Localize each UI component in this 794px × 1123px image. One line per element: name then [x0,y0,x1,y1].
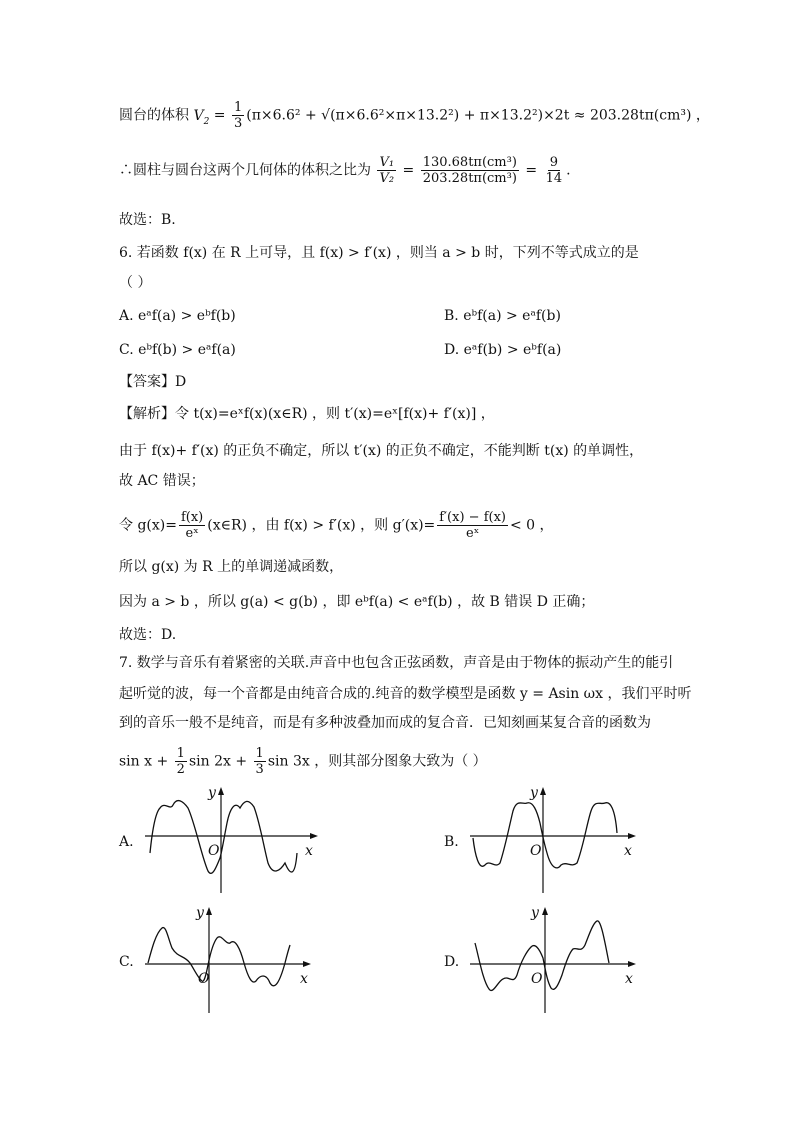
graph-a-x-label: x [305,843,313,859]
answer-5: 故选：B. [119,212,176,228]
half-fraction: $\frac{1}{2}$ [176,746,185,777]
graph-b-y-label: y [530,785,538,801]
simplified-ratio-fraction: $\frac{9}{14}$ [545,155,563,186]
sol4-part-a: 令 g(x)= [119,517,177,534]
g-fraction: $\frac{f(x)}{\text{eˣ}}$ [180,510,204,541]
graph-a-y-label: y [208,785,216,801]
ratio-prefix: ∴圆柱与圆台这两个几何体的体积之比为 [119,162,371,179]
q6-solution-2: 由于 f(x)+ f′(x) 的正负不确定，所以 t′(x) 的正负不确定，不能判断 t(x) 的单调性， [119,443,644,459]
q6-solution-5: 所以 g(x) 为 R 上的单调递减函数， [119,559,344,575]
graph-c-x-label: x [300,971,308,987]
q7-line-1: 7. 数学与音乐有着紧密的关联.声音中也包含正弦函数，声音是由于物体的振动产生的能引 [119,655,674,671]
sol4-part-c: < 0 ， [509,517,554,534]
frustum-prefix: 圆台的体积 [119,107,189,124]
graph-a [140,783,320,895]
graph-d-y-arrow [542,907,548,915]
graph-c-curve [148,928,290,986]
q6-solution-4 [119,510,554,541]
q7-line-4 [119,746,487,777]
graph-d-origin-label: O [531,971,543,987]
graph-c [140,903,320,1015]
graph-c-x-arrow [303,961,311,967]
q6-stem-line2: （ ） [119,275,152,291]
frustum-volume-line: 圆台的体积 $V_2$ = $\frac{1}{3}$ (π×6.6² + √(π×6.6²×π×13.2²) + π×13.2²)×2t ≈ 203.28tπ(cm³) ， [119,100,710,131]
v1-v2-fraction: $\frac{\text{V₁}}{\text{V₂}}$ [379,155,395,186]
graph-b-x-label: x [624,843,632,859]
graph-d-label: D. [444,954,460,970]
graph-d-x-arrow [628,961,636,967]
q6-option-d: D. eᵃf(b) > eᵇf(a) [444,342,562,358]
graph-b-label: B. [444,834,459,850]
q6-option-b: B. eᵇf(a) > eᵃf(b) [444,308,561,324]
graph-b [465,783,645,895]
q7-sin-3x: sin 3x ，则其部分图象大致为（ ） [267,753,487,770]
q6-solution-1: 【解析】令 t(x)=eˣf(x)(x∈R) ，则 t′(x)=eˣ[f(x)+ f′(x)] ， [119,406,495,422]
q6-answer: 【答案】D [119,374,187,390]
frustum-result: ×2t ≈ 203.28tπ(cm³) ， [543,107,710,124]
frustum-formula: π×6.6² + √(π×6.6²×π×13.2²) + π×13.2² [251,107,538,124]
graph-a-origin-label: O [208,843,220,859]
graph-a-x-arrow [310,833,318,839]
graph-b-origin-label: O [530,843,542,859]
q7-sin-2x: sin 2x + [188,753,248,770]
q7-sin-x: sin x + [119,753,169,770]
graph-c-origin-label: O [198,971,210,987]
v2-symbol: $V_2$ [193,107,210,127]
graph-a-curve [150,801,297,874]
g-prime-fraction: $\frac{f'(x) - f(x)}{\text{eˣ}}$ [439,510,506,541]
graph-c-y-arrow [206,907,212,915]
graph-d-x-label: x [625,971,633,987]
q6-solution-7: 故选：D. [119,627,177,643]
graph-d-y-label: y [531,905,539,921]
graph-d [465,903,645,1015]
q6-option-a: A. eᵃf(a) > eᵇf(b) [119,308,236,324]
sol4-part-b: (x∈R) ，由 f(x) > f′(x) ，则 g′(x)= [207,517,436,534]
one-third-fraction: $\frac{1}{3}$ [233,100,243,131]
q6-solution-3: 故 AC 错误； [119,473,205,489]
graph-c-y-label: y [196,905,204,921]
q6-stem-line1: 6. 若函数 f(x) 在 R 上可导，且 f(x) > f′(x) ，则当 a > b 时，下列不等式成立的是 [119,245,639,261]
q7-line-3: 到的音乐一般不是纯音，而是有多种波叠加而成的复合音．已知刻画某复合音的函数为 [119,715,651,731]
q7-line-2: 起听觉的波，每一个音都是由纯音合成的.纯音的数学模型是函数 y = Asin ωx ，我们平时听 [119,686,692,702]
q6-solution-6: 因为 a > b ，所以 g(a) < g(b) ，即 eᵇf(a) < eᵃf(b) ，故 B 错误 D 正确； [119,594,595,610]
volume-ratio-fraction: $\frac{\text{130.68tπ(cm³)}}{\text{203.28tπ(cm³)}}$ [422,155,517,186]
graph-b-y-arrow [540,787,546,795]
graph-a-label: A. [119,834,134,850]
third-fraction: $\frac{1}{3}$ [255,746,264,777]
graph-a-y-arrow [218,787,224,795]
ratio-line: ∴圆柱与圆台这两个几何体的体积之比为 $\frac{\text{V₁}}{\text{V₂}}$ = $\frac{\text{130.68tπ(cm³)}}{\text{203.28tπ(cm³)}}$ = $\frac{9}{14}$ . [119,155,571,186]
q6-option-c: C. eᵇf(b) > eᵃf(a) [119,342,236,358]
graph-b-curve [473,803,617,868]
graph-c-label: C. [119,954,134,970]
graph-b-x-arrow [628,833,636,839]
